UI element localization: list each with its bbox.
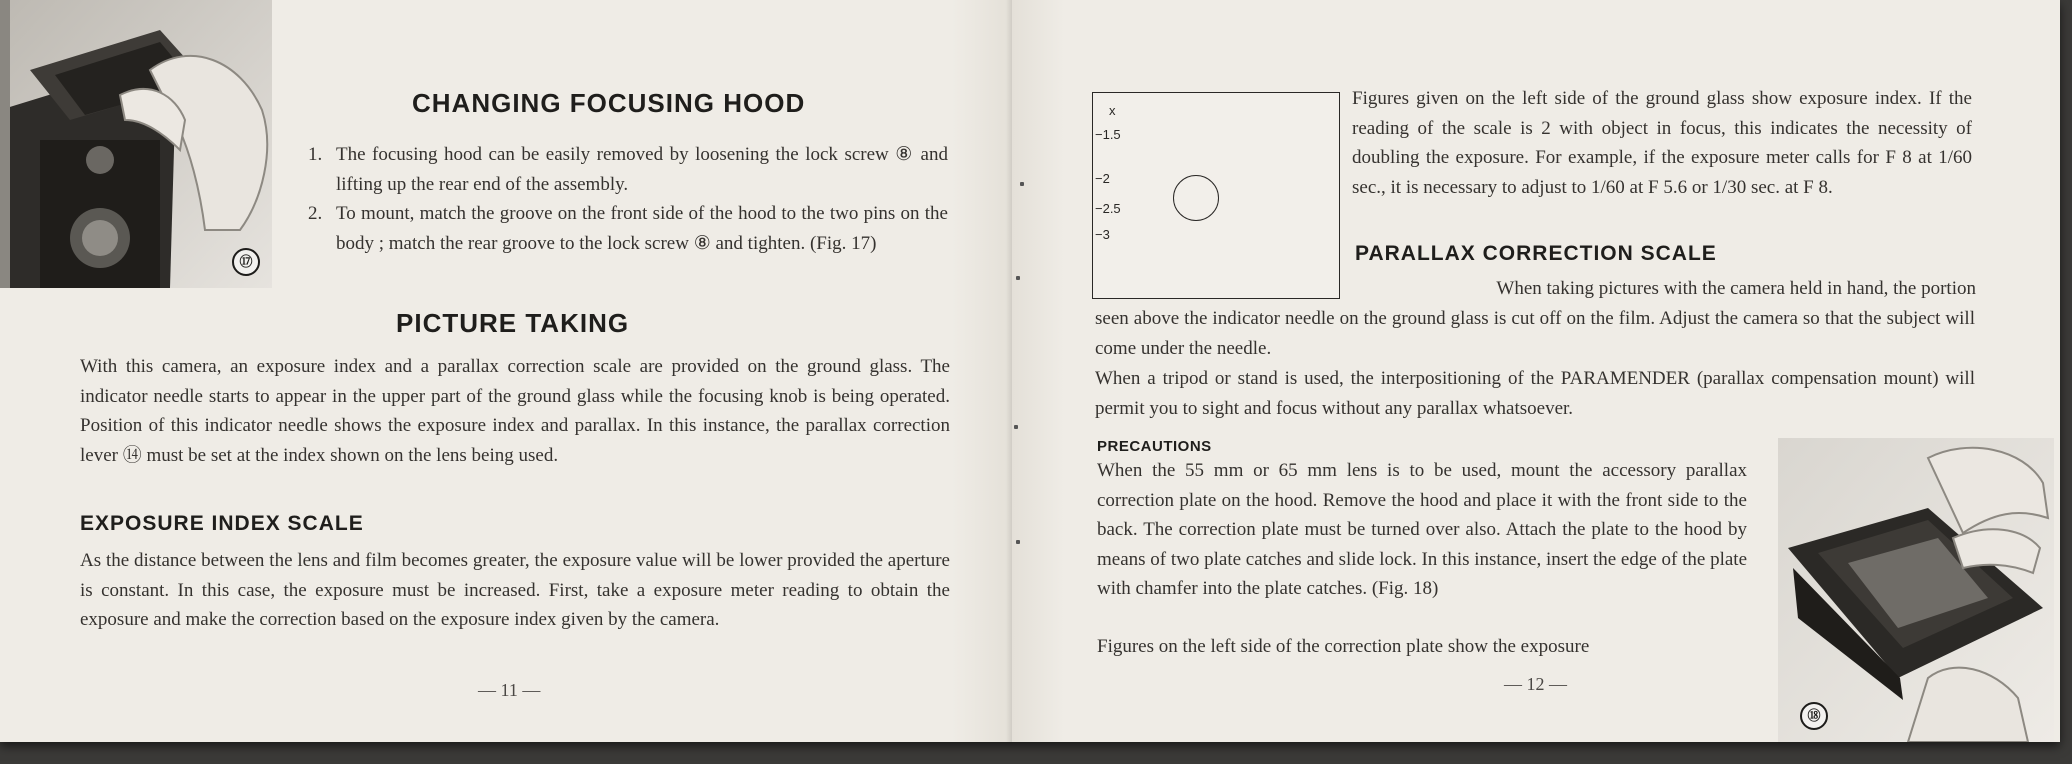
picture-taking-body: With this camera, an exposure index and a parallax correction scale are provided on the ground glass. The indicator needle starts to appear in the upper part of the ground glass while the focusing knob is being operated. Position of this indicator needle shows the exposure index and parallax. In this instance, the parallax correction lever ⑭ must be set at the index shown on the lens being used. xyxy=(80,356,950,466)
exposure-index-scale-body: As the distance between the lens and film becomes greater, the exposure value will be lower provided the aperture is constant. In this case, the exposure must be increased. First, take a exposure meter reading to obtain the exposure and make the correction based on the exposure index given by the camera. xyxy=(80,550,950,630)
figure-18-label: ⑱ xyxy=(1800,702,1828,730)
picture-taking-title: PICTURE TAKING xyxy=(396,308,630,338)
changing-focusing-hood-title: CHANGING FOCUSING HOOD xyxy=(412,88,806,118)
scale-mark: −3 xyxy=(1095,227,1110,242)
list-item-number: 1. xyxy=(308,144,323,165)
ground-glass-diagram xyxy=(1092,92,1340,299)
focus-circle xyxy=(1173,175,1219,221)
focusing-hood-photo xyxy=(0,0,272,288)
list-item-text: The focusing hood can be easily removed by loosening the lock screw ⑧ and lifting up the rear end of the assembly. xyxy=(336,144,948,195)
left-page xyxy=(0,0,1012,742)
list-item xyxy=(308,140,948,199)
scale-mark: −1.5 xyxy=(1095,127,1121,142)
parallax-first-line: When taking pictures with the camera held in hand, the portion xyxy=(1496,278,1976,299)
scale-mark: x xyxy=(1109,103,1116,118)
parallax-correction-scale-title: PARALLAX CORRECTION SCALE xyxy=(1355,242,1717,265)
scale-mark: −2 xyxy=(1095,171,1110,186)
parallax-body-tripod: When a tripod or stand is used, the interpositioning of the PARAMENDER (parallax compensation mount) will permit you to sight and focus without any parallax whatsoever. xyxy=(1095,368,1975,419)
precautions-body: When the 55 mm or 65 mm lens is to be used, mount the accessory parallax correction plate on the hood. Remove the hood and place it with the front side to the back. The correction plate must be turned over also. Attach the plate to the hood by means of two plate catches and slide lock. In this instance, insert the edge of the plate with chamfer into the plate catches. (Fig. 18) xyxy=(1097,460,1748,599)
margin-mark xyxy=(1020,182,1024,186)
hood-instructions-list xyxy=(308,140,948,258)
precautions-title: PRECAUTIONS xyxy=(1097,438,1212,455)
exposure-index-scale-title: EXPOSURE INDEX SCALE xyxy=(80,512,364,535)
parallax-body: seen above the indicator needle on the ground glass is cut off on the film. Adjust the camera so that the subject will come under the needle. xyxy=(1095,308,1975,359)
figure-17-label: ⑰ xyxy=(232,248,260,276)
list-item-number: 2. xyxy=(308,203,323,224)
list-item xyxy=(308,199,948,258)
page-number-11: — 11 — xyxy=(478,680,541,700)
page-number-12: — 12 — xyxy=(1504,674,1567,694)
margin-mark xyxy=(1014,425,1018,429)
list-item-text: To mount, match the groove on the front side of the hood to the two pins on the body ; match the rear groove to the lock screw ⑧ and tighten. (Fig. 17) xyxy=(336,203,948,254)
exposure-intro-text: Figures given on the left side of the ground glass show exposure index. If the reading of the scale is 2 with object in focus, this indicates the necessity of doubling the exposure. For example, if the exposure meter calls for F 8 at 1/60 sec., it is necessary to adjust to 1/60 at F 5.6 or 1/30 sec. at F 8. xyxy=(1352,88,1972,198)
precautions-tail: Figures on the left side of the correction plate show the exposure xyxy=(1097,636,1590,657)
margin-mark xyxy=(1016,540,1020,544)
margin-mark xyxy=(1016,276,1020,280)
correction-plate-photo xyxy=(1778,438,2054,742)
scale-mark: −2.5 xyxy=(1095,201,1121,216)
